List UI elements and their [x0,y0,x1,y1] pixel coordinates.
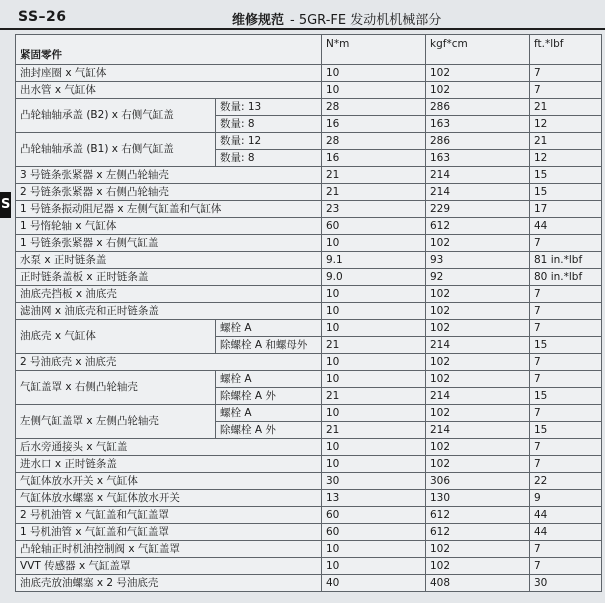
torque-ft-lbf: 7 [530,82,602,99]
condition: 数量: 8 [216,116,322,133]
torque-ft-lbf: 7 [530,320,602,337]
torque-nm: 21 [322,167,426,184]
torque-kgf-cm: 229 [426,201,530,218]
table-header-row [16,35,602,65]
table-row [16,575,602,592]
torque-nm: 10 [322,65,426,82]
part-name: 1 号链条振动阻尼器 x 左侧气缸盖和气缸体 [16,201,322,218]
part-name: 2 号机油管 x 气缸盖和气缸盖罩 [16,507,322,524]
torque-kgf-cm: 93 [426,252,530,269]
torque-ft-lbf: 21 [530,99,602,116]
torque-nm: 10 [322,354,426,371]
torque-ft-lbf: 15 [530,388,602,405]
table-row [16,218,602,235]
torque-ft-lbf: 7 [530,405,602,422]
torque-kgf-cm: 102 [426,65,530,82]
torque-nm: 60 [322,507,426,524]
header-unit-ft-lbf: ft.*lbf [530,35,602,65]
torque-nm: 9.0 [322,269,426,286]
torque-nm: 13 [322,490,426,507]
torque-nm: 40 [322,575,426,592]
part-name: 滤油网 x 油底壳和正时链条盖 [16,303,322,320]
torque-nm: 21 [322,422,426,439]
torque-nm: 10 [322,371,426,388]
torque-kgf-cm: 102 [426,82,530,99]
torque-ft-lbf: 15 [530,167,602,184]
header-unit-kgf-cm: kgf*cm [426,35,530,65]
torque-kgf-cm: 102 [426,235,530,252]
torque-kgf-cm: 102 [426,541,530,558]
page-title [232,9,441,28]
page-header [0,0,605,30]
torque-spec-table [15,34,602,592]
page-title-sub: - 5GR-FE 发动机机械部分 [290,13,442,28]
torque-ft-lbf: 44 [530,524,602,541]
table-row [16,541,602,558]
table-row [16,558,602,575]
table-row [16,201,602,218]
torque-kgf-cm: 102 [426,456,530,473]
torque-nm: 10 [322,320,426,337]
table-row [16,167,602,184]
torque-nm: 10 [322,558,426,575]
torque-ft-lbf: 12 [530,116,602,133]
torque-kgf-cm: 102 [426,371,530,388]
torque-kgf-cm: 214 [426,337,530,354]
part-name: 油底壳放油螺塞 x 2 号油底壳 [16,575,322,592]
table-row [16,82,602,99]
torque-kgf-cm: 102 [426,558,530,575]
torque-nm: 9.1 [322,252,426,269]
table-row [16,235,602,252]
part-name: 油底壳 x 气缸体 [16,320,216,354]
torque-nm: 10 [322,286,426,303]
torque-nm: 10 [322,456,426,473]
condition: 除螺栓 A 和螺母外 [216,337,322,354]
part-name: 出水管 x 气缸体 [16,82,322,99]
part-name: 水泵 x 正时链条盖 [16,252,322,269]
section-thumb-tab: S [0,192,11,218]
table-row [16,490,602,507]
torque-kgf-cm: 306 [426,473,530,490]
torque-ft-lbf: 15 [530,337,602,354]
torque-kgf-cm: 286 [426,133,530,150]
table-row [16,354,602,371]
table-row [16,405,602,422]
torque-nm: 60 [322,218,426,235]
table-row [16,99,602,116]
torque-nm: 21 [322,337,426,354]
torque-ft-lbf: 7 [530,371,602,388]
part-name: 左侧气缸盖罩 x 左侧凸轮轴壳 [16,405,216,439]
header-unit-nm: N*m [322,35,426,65]
torque-nm: 30 [322,473,426,490]
table-row [16,252,602,269]
torque-nm: 10 [322,541,426,558]
torque-ft-lbf: 7 [530,456,602,473]
torque-kgf-cm: 214 [426,167,530,184]
part-name: 3 号链条张紧器 x 左侧凸轮轴壳 [16,167,322,184]
torque-kgf-cm: 102 [426,405,530,422]
torque-kgf-cm: 102 [426,354,530,371]
torque-nm: 28 [322,133,426,150]
torque-ft-lbf: 44 [530,218,602,235]
torque-nm: 21 [322,388,426,405]
page-title-main: 维修规范 [232,13,285,28]
part-name: 进水口 x 正时链条盖 [16,456,322,473]
torque-kgf-cm: 163 [426,150,530,167]
torque-kgf-cm: 130 [426,490,530,507]
part-name: 油底壳挡板 x 油底壳 [16,286,322,303]
condition: 螺栓 A [216,405,322,422]
table-row [16,456,602,473]
torque-nm: 23 [322,201,426,218]
torque-ft-lbf: 17 [530,201,602,218]
torque-nm: 60 [322,524,426,541]
torque-ft-lbf: 81 in.*lbf [530,252,602,269]
torque-kgf-cm: 92 [426,269,530,286]
torque-kgf-cm: 286 [426,99,530,116]
torque-nm: 28 [322,99,426,116]
part-name: 气缸体放水螺塞 x 气缸体放水开关 [16,490,322,507]
part-name: 油封座圈 x 气缸体 [16,65,322,82]
torque-nm: 16 [322,116,426,133]
part-name: 1 号惰轮轴 x 气缸体 [16,218,322,235]
part-name: 1 号机油管 x 气缸盖和气缸盖罩 [16,524,322,541]
condition: 数量: 8 [216,150,322,167]
torque-ft-lbf: 12 [530,150,602,167]
part-name: VVT 传感器 x 气缸盖罩 [16,558,322,575]
condition: 螺栓 A [216,320,322,337]
part-name: 正时链条盖板 x 正时链条盖 [16,269,322,286]
torque-ft-lbf: 9 [530,490,602,507]
part-name: 后水旁通接头 x 气缸盖 [16,439,322,456]
torque-kgf-cm: 214 [426,184,530,201]
torque-nm: 21 [322,184,426,201]
torque-kgf-cm: 102 [426,439,530,456]
torque-kgf-cm: 102 [426,286,530,303]
part-name: 凸轮轴轴承盖 (B2) x 右侧气缸盖 [16,99,216,133]
part-name: 2 号油底壳 x 油底壳 [16,354,322,371]
part-name: 1 号链条张紧器 x 右侧气缸盖 [16,235,322,252]
table-row [16,524,602,541]
torque-ft-lbf: 30 [530,575,602,592]
table-row [16,371,602,388]
torque-ft-lbf: 15 [530,184,602,201]
condition: 数量: 12 [216,133,322,150]
torque-ft-lbf: 7 [530,286,602,303]
torque-kgf-cm: 214 [426,388,530,405]
condition: 数量: 13 [216,99,322,116]
torque-nm: 10 [322,405,426,422]
torque-ft-lbf: 7 [530,541,602,558]
torque-kgf-cm: 408 [426,575,530,592]
table-row [16,473,602,490]
torque-ft-lbf: 15 [530,422,602,439]
torque-ft-lbf: 21 [530,133,602,150]
torque-ft-lbf: 7 [530,558,602,575]
page-code: SS–26 [18,9,67,25]
part-name: 凸轮轴轴承盖 (B1) x 右侧气缸盖 [16,133,216,167]
torque-nm: 10 [322,235,426,252]
part-name: 气缸盖罩 x 右侧凸轮轴壳 [16,371,216,405]
table-row [16,286,602,303]
torque-kgf-cm: 102 [426,303,530,320]
table-row [16,65,602,82]
torque-nm: 10 [322,439,426,456]
table-row [16,303,602,320]
torque-nm: 16 [322,150,426,167]
part-name: 凸轮轴正时机油控制阀 x 气缸盖罩 [16,541,322,558]
torque-ft-lbf: 80 in.*lbf [530,269,602,286]
table-row [16,439,602,456]
torque-nm: 10 [322,303,426,320]
torque-kgf-cm: 214 [426,422,530,439]
table-row [16,133,602,150]
torque-nm: 10 [322,82,426,99]
table-row [16,320,602,337]
condition: 除螺栓 A 外 [216,388,322,405]
torque-ft-lbf: 7 [530,354,602,371]
torque-ft-lbf: 7 [530,235,602,252]
part-name: 2 号链条张紧器 x 右侧凸轮轴壳 [16,184,322,201]
table-row [16,184,602,201]
torque-kgf-cm: 612 [426,218,530,235]
table-row [16,507,602,524]
part-name: 气缸体放水开关 x 气缸体 [16,473,322,490]
torque-ft-lbf: 7 [530,65,602,82]
torque-ft-lbf: 44 [530,507,602,524]
torque-kgf-cm: 102 [426,320,530,337]
torque-kgf-cm: 612 [426,507,530,524]
torque-kgf-cm: 163 [426,116,530,133]
torque-ft-lbf: 7 [530,439,602,456]
header-fastened-parts: 紧固零件 [16,35,322,65]
torque-ft-lbf: 7 [530,303,602,320]
condition: 螺栓 A [216,371,322,388]
torque-kgf-cm: 612 [426,524,530,541]
condition: 除螺栓 A 外 [216,422,322,439]
table-row [16,269,602,286]
torque-ft-lbf: 22 [530,473,602,490]
